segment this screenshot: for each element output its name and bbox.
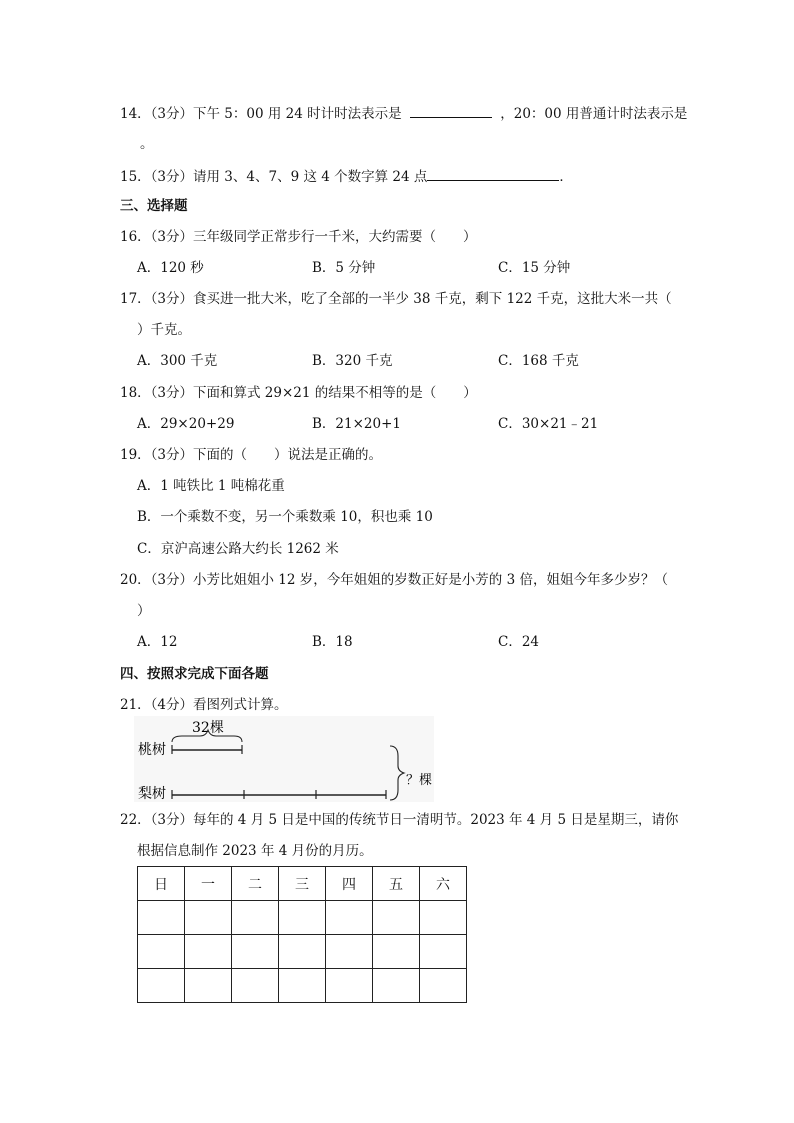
question-14 <box>120 103 687 123</box>
calendar-cell[interactable] <box>138 969 185 1003</box>
calendar-cell[interactable] <box>232 969 279 1003</box>
section-3-heading: 三、选择题 <box>120 198 188 214</box>
q21-label-32: 32棵 <box>192 720 224 736</box>
calendar-header-fri: 五 <box>373 867 420 901</box>
q21-label-total: ？棵 <box>406 773 433 788</box>
q17-option-b[interactable]: B．320 千克 <box>312 353 393 369</box>
calendar-cell[interactable] <box>420 969 467 1003</box>
calendar-cell[interactable] <box>420 901 467 935</box>
calendar-header-row <box>138 867 467 901</box>
calendar-header-tue: 二 <box>232 867 279 901</box>
calendar-header-wed: 三 <box>279 867 326 901</box>
calendar-cell[interactable] <box>279 901 326 935</box>
right-brace <box>390 746 404 800</box>
calendar-cell[interactable] <box>326 935 373 969</box>
calendar-cell[interactable] <box>420 935 467 969</box>
question-17-stem-a: 17．（3分）食买进一批大米，吃了全部的一半少 38 千克，剩下 122 千克，这批大米一共（ <box>120 291 672 307</box>
q19-option-a[interactable]: A．1 吨铁比 1 吨棉花重 <box>137 478 285 494</box>
calendar-cell[interactable] <box>326 901 373 935</box>
question-20-stem-b: ） <box>137 603 151 619</box>
calendar-header-mon: 一 <box>185 867 232 901</box>
q14-end: 。 <box>140 136 154 152</box>
q14-text-b: ，20：00 用普通计时法表示是 <box>500 106 688 122</box>
calendar-cell[interactable] <box>232 901 279 935</box>
question-15 <box>120 166 573 186</box>
calendar-cell[interactable] <box>279 935 326 969</box>
question-21-stem: 21．（4分）看图列式计算。 <box>120 697 288 713</box>
calendar-row <box>138 935 467 969</box>
question-19-stem: 19．（3分）下面的（ ）说法是正确的。 <box>120 447 383 463</box>
q17-option-a[interactable]: A．300 千克 <box>137 353 218 369</box>
question-20-stem-a: 20．（3分）小芳比姐姐小 12 岁，今年姐姐的岁数正好是小芳的 3 倍，姐姐今年多少岁？（ <box>120 572 668 588</box>
q18-option-b[interactable]: B．21×20+1 <box>312 416 401 432</box>
question-16-stem: 16．（3分）三年级同学正常步行一千米，大约需要（ ） <box>120 229 477 245</box>
calendar-row <box>138 901 467 935</box>
question-22-stem-b: 根据信息制作 2023 年 4 月份的月历。 <box>137 843 373 859</box>
q19-option-b[interactable]: B．一个乘数不变，另一个乘数乘 10，积也乘 10 <box>137 509 433 525</box>
question-17-stem-b: ）千克。 <box>137 322 191 338</box>
q14-text-a: 14．（3分）下午 5：00 用 24 时计时法表示是 <box>120 106 402 122</box>
calendar-cell[interactable] <box>138 901 185 935</box>
q16-option-c[interactable]: C．15 分钟 <box>498 260 571 276</box>
q16-option-b[interactable]: B．5 分钟 <box>312 260 376 276</box>
section-4-heading: 四、按照求完成下面各题 <box>120 666 269 682</box>
calendar-header-sat: 六 <box>420 867 467 901</box>
q15-text-b: ． <box>559 169 573 185</box>
calendar-cell[interactable] <box>279 969 326 1003</box>
q16-option-a[interactable]: A．120 秒 <box>137 260 204 276</box>
question-18-stem: 18．（3分）下面和算式 29×21 的结果不相等的是（ ） <box>120 385 477 401</box>
calendar-header-thu: 四 <box>326 867 373 901</box>
q20-option-b[interactable]: B．18 <box>312 634 353 650</box>
q18-option-a[interactable]: A．29×20+29 <box>137 416 235 432</box>
calendar-cell[interactable] <box>373 935 420 969</box>
calendar-cell[interactable] <box>326 969 373 1003</box>
top-brace <box>172 730 242 742</box>
calendar-cell[interactable] <box>232 935 279 969</box>
calendar-header-sun: 日 <box>138 867 185 901</box>
calendar-cell[interactable] <box>373 969 420 1003</box>
calendar-cell[interactable] <box>185 935 232 969</box>
q20-option-a[interactable]: A．12 <box>137 634 178 650</box>
q21-label-pear: 梨树 <box>138 786 166 802</box>
calendar-cell[interactable] <box>185 969 232 1003</box>
calendar-cell[interactable] <box>138 935 185 969</box>
calendar-cell[interactable] <box>373 901 420 935</box>
q20-option-c[interactable]: C．24 <box>498 634 540 650</box>
q17-option-c[interactable]: C．168 千克 <box>498 353 579 369</box>
calendar-row <box>138 969 467 1003</box>
q19-option-c[interactable]: C．京沪高速公路大约长 1262 米 <box>137 541 339 557</box>
q14-blank-1[interactable] <box>410 103 492 118</box>
q15-blank[interactable] <box>427 166 559 181</box>
q18-option-c[interactable]: C．30×21﹣21 <box>498 416 599 432</box>
q21-label-peach: 桃树 <box>138 742 166 758</box>
q21-segment-diagram <box>134 716 434 802</box>
q15-text-a: 15．（3分）请用 3、4、7、9 这 4 个数字算 24 点 <box>120 169 428 185</box>
calendar-cell[interactable] <box>185 901 232 935</box>
question-22-stem-a: 22．（3分）每年的 4 月 5 日是中国的传统节日一清明节。2023 年 4 月 5 日是星期三，请你 <box>120 812 679 828</box>
april-calendar-table <box>137 866 467 1003</box>
